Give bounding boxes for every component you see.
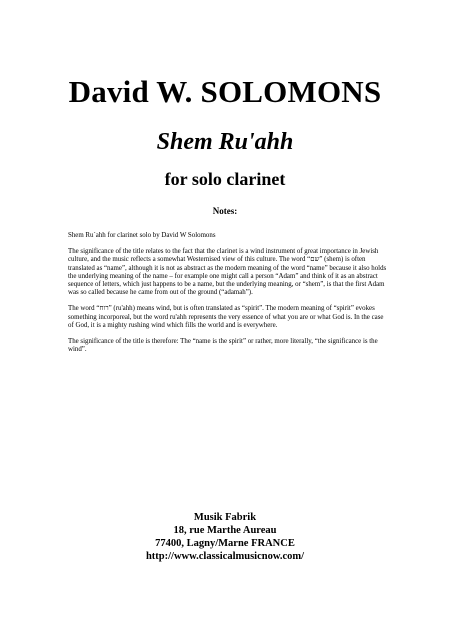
notes-paragraph-2: The significance of the title relates to the fact that the clarinet is a wind instrument of great importance in Jewish culture, and the music reflects a somewhat Westernised view of this culture. The word “שם” (shem) is often translated as “name”, although it is not as abstract as the modern meaning of the word “name” because it also holds the underlying meaning of the name – for example one might call a person “Adam” and think of it as an abstract sequence of letters, which just happens to be a name, but the underlying meaning, or “shem”, is that the first Adam was so called because he came from out of the ground (“adamah”). — [68, 248, 387, 297]
publisher-city: 77400, Lagny/Marne FRANCE — [155, 538, 295, 549]
notes-paragraph-3: The word “רוח” (ru'ahh) means wind, but is often translated as “spirit”. The modern meaning of “spirit” evokes something incorporeal, but the word ru'ahh represents the very essence of what you are or what God is. In the case of God, it is a mighty rushing wind which fills the world and is everywhere. — [68, 305, 384, 329]
instrumentation: for solo clarinet — [164, 169, 286, 189]
publisher-website[interactable]: http://www.classicalmusicnow.com/ — [145, 551, 305, 562]
work-title: Shem Ru'ahh — [156, 129, 294, 155]
composer-name: David W. SOLOMONS — [68, 74, 382, 109]
program-notes — [68, 232, 388, 362]
publisher-block — [0, 511, 450, 563]
notes-heading: Notes: — [212, 206, 238, 216]
notes-paragraph-4: The significance of the title is therefore: The “name is the spirit” or rather, more literally, “the significance is the wind”. — [68, 338, 378, 354]
notes-paragraph-1: Shem Ru`ahh for clarinet solo by David W Solomons — [68, 232, 216, 239]
publisher-street: 18, rue Marthe Aureau — [173, 525, 277, 536]
publisher-name: Musik Fabrik — [193, 512, 257, 523]
